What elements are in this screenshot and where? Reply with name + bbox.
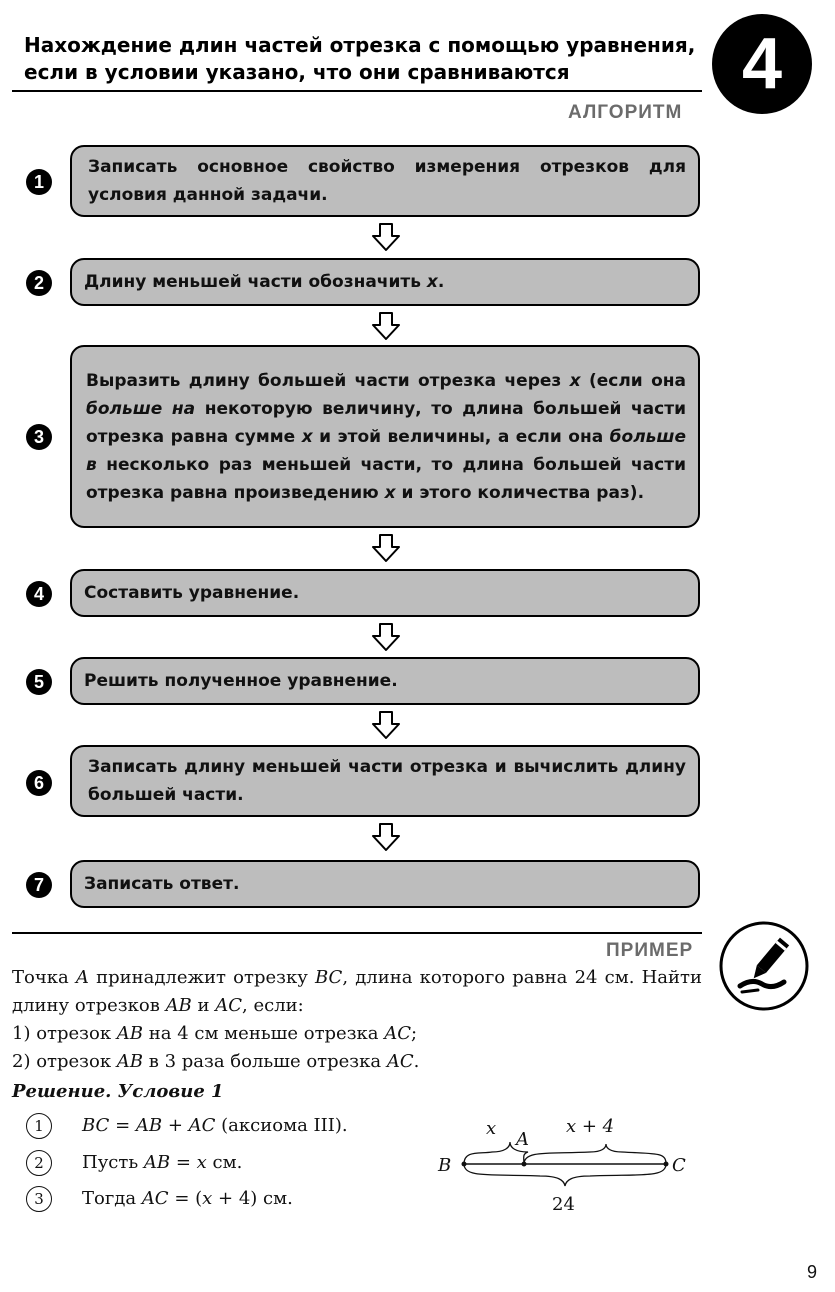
solution-step-number: 1 bbox=[26, 1113, 52, 1139]
algorithm-label: АЛГОРИТМ bbox=[568, 102, 683, 123]
solution-step-2 bbox=[26, 1150, 242, 1176]
problem-segment-bc: BC bbox=[314, 967, 343, 988]
down-arrow-icon bbox=[371, 710, 401, 740]
step-3-var-3: x bbox=[384, 482, 396, 503]
problem-text-4: и bbox=[191, 995, 216, 1016]
problem-text-3: , длина которого равна 24 см. Найти длину отрезков bbox=[12, 967, 702, 1016]
sol-2-x: x bbox=[196, 1152, 207, 1173]
step-number-1: 1 bbox=[26, 169, 52, 195]
step-number-5: 5 bbox=[26, 669, 52, 695]
sol-2-ab: AB bbox=[143, 1152, 171, 1173]
solution-heading: Решение. Условие 1 bbox=[12, 1081, 224, 1102]
page-title bbox=[24, 32, 704, 86]
step-box-6 bbox=[70, 745, 700, 817]
case-1-end: ; bbox=[411, 1023, 418, 1044]
step-3-part-5: несколько раз меньшей части, то длина большей части отрезка равна произведению bbox=[86, 454, 686, 503]
step-3-part-6: и этого количества раз). bbox=[395, 482, 645, 503]
sol-1-ac: AC bbox=[188, 1115, 216, 1136]
down-arrow-icon bbox=[371, 822, 401, 852]
problem-text-2: принадлежит отрезку bbox=[88, 967, 315, 988]
label-24: 24 bbox=[552, 1194, 575, 1215]
step-box-3 bbox=[70, 345, 700, 528]
solution-step-number: 2 bbox=[26, 1150, 52, 1176]
label-x: x bbox=[486, 1118, 497, 1139]
case-2-mid: в 3 раза больше отрезка bbox=[143, 1051, 387, 1072]
step-text-3 bbox=[86, 367, 686, 507]
solution-step-3 bbox=[26, 1186, 293, 1212]
sol-1-ab: AB bbox=[135, 1115, 163, 1136]
label-c: C bbox=[672, 1155, 686, 1176]
step-number-7: 7 bbox=[26, 872, 52, 898]
case-2-ab: AB bbox=[116, 1051, 144, 1072]
step-box-5 bbox=[70, 657, 700, 705]
sol-2-eq: = bbox=[170, 1152, 197, 1173]
sol-1-axiom: (аксиома III). bbox=[215, 1115, 348, 1136]
step-3-part-4: и этой величины, а если она bbox=[312, 426, 610, 447]
sol-1-plus: + bbox=[162, 1115, 189, 1136]
segment-diagram bbox=[430, 1112, 700, 1222]
title-underline bbox=[12, 90, 702, 92]
down-arrow-icon bbox=[371, 311, 401, 341]
point-a bbox=[522, 1162, 527, 1167]
step-text-2-var: x bbox=[426, 272, 438, 292]
label-b: B bbox=[438, 1155, 452, 1176]
sol-3-rest: + 4) см. bbox=[212, 1188, 293, 1209]
case-1-ac: AC bbox=[384, 1023, 412, 1044]
sol-3-then: Тогда bbox=[82, 1188, 142, 1209]
step-text-5: Решить полученное уравнение. bbox=[84, 671, 398, 691]
sol-1-bc: BC bbox=[82, 1115, 110, 1136]
section-number-badge: 4 bbox=[712, 14, 812, 114]
step-3-part-1: Выразить длину большей части отрезка через bbox=[86, 370, 570, 391]
example-case-2 bbox=[12, 1048, 702, 1076]
example-label: ПРИМЕР bbox=[606, 940, 694, 961]
step-3-emph-2: больше в bbox=[86, 426, 686, 475]
pencil-icon bbox=[718, 920, 810, 1012]
label-a: A bbox=[516, 1129, 529, 1150]
title-line-1: Нахождение длин частей отрезка с помощью уравнения, bbox=[24, 33, 696, 57]
solution-step-1 bbox=[26, 1113, 348, 1139]
step-text-6: Записать длину меньшей части отрезка и вычислить длину большей части. bbox=[88, 757, 686, 805]
step-3-part-2: (если она bbox=[580, 370, 686, 391]
problem-text-1: Точка bbox=[12, 967, 76, 988]
step-box-7 bbox=[70, 860, 700, 908]
sol-1-eq: = bbox=[109, 1115, 136, 1136]
problem-text-5: , если: bbox=[242, 995, 304, 1016]
step-text-2 bbox=[84, 268, 686, 296]
step-number-2: 2 bbox=[26, 270, 52, 296]
step-text-4: Составить уравнение. bbox=[84, 583, 300, 603]
sol-3-ac: AC bbox=[141, 1188, 169, 1209]
step-number-6: 6 bbox=[26, 770, 52, 796]
brace-ac bbox=[524, 1144, 666, 1164]
page-number: 9 bbox=[806, 1262, 817, 1282]
down-arrow-icon bbox=[371, 222, 401, 252]
step-3-var-1: x bbox=[569, 370, 581, 391]
down-arrow-icon bbox=[371, 533, 401, 563]
step-text-1: Записать основное свойство измерения отрезков для условия данной задачи. bbox=[88, 157, 686, 205]
sol-3-x: x bbox=[202, 1188, 213, 1209]
case-2-ac: AC bbox=[386, 1051, 414, 1072]
step-box-2 bbox=[70, 258, 700, 306]
step-number-4: 4 bbox=[26, 581, 52, 607]
step-text-2-main: Длину меньшей части обозначить bbox=[84, 272, 427, 292]
solution-step-number: 3 bbox=[26, 1186, 52, 1212]
sol-2-unit: см. bbox=[206, 1152, 243, 1173]
step-text-7: Записать ответ. bbox=[84, 874, 240, 894]
sol-2-let: Пусть bbox=[82, 1152, 144, 1173]
step-box-1 bbox=[70, 145, 700, 217]
step-3-var-2: x bbox=[301, 426, 313, 447]
example-problem bbox=[12, 964, 702, 1020]
step-box-4 bbox=[70, 569, 700, 617]
case-1-prefix: 1) отрезок bbox=[12, 1023, 117, 1044]
step-3-part-3: некоторую величину, то длина большей части отрезка равна сумме bbox=[86, 398, 686, 447]
problem-segment-ab: AB bbox=[165, 995, 192, 1016]
step-3-emph-1: больше на bbox=[86, 398, 196, 419]
step-text-2-end: . bbox=[437, 272, 445, 292]
problem-point-a: A bbox=[75, 967, 89, 988]
title-line-2: если в условии указано, что они сравниваются bbox=[24, 60, 570, 84]
example-case-1 bbox=[12, 1020, 702, 1048]
case-2-prefix: 2) отрезок bbox=[12, 1051, 117, 1072]
case-1-mid: на 4 см меньше отрезка bbox=[143, 1023, 385, 1044]
case-1-ab: AB bbox=[116, 1023, 144, 1044]
brace-bc bbox=[464, 1164, 666, 1186]
step-number-3: 3 bbox=[26, 424, 52, 450]
case-2-end: . bbox=[413, 1051, 420, 1072]
down-arrow-icon bbox=[371, 622, 401, 652]
example-divider bbox=[12, 932, 702, 934]
label-x-plus-4: x + 4 bbox=[566, 1116, 615, 1137]
problem-segment-ac: AC bbox=[215, 995, 243, 1016]
sol-3-eq: = ( bbox=[168, 1188, 203, 1209]
